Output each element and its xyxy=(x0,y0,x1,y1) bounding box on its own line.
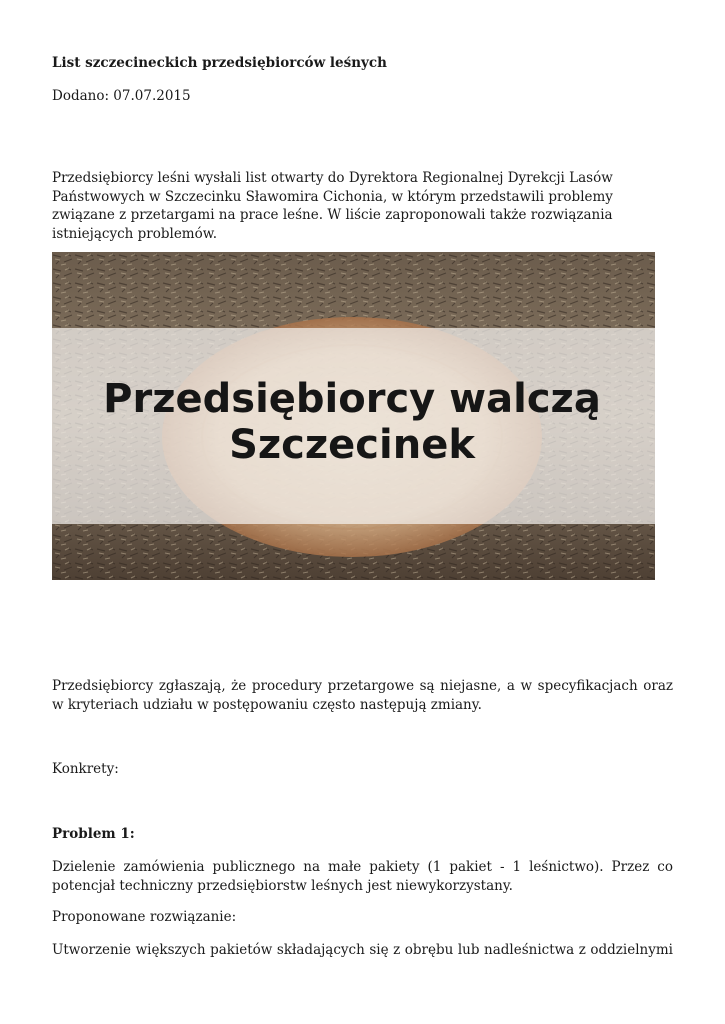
paragraph-procedures: Przedsiębiorcy zgłaszają, że procedury przetargowe są niejasne, a w specyfikacjach oraz w kryteriach udziału w postępowaniu często następują zmiany. xyxy=(52,678,673,713)
proposal-text: Utworzenie większych pakietów składających się z obrębu lub nadleśnictwa z oddzielnymi xyxy=(52,942,673,958)
konkrety-label: Konkrety: xyxy=(52,761,119,777)
lede-paragraph: Przedsiębiorcy leśni wysłali list otwarty do Dyrektora Regionalnej Dyrekcji Lasów Państwowych w Szczecinku Sławomira Cichonia, w którym przedstawili problemy związane z przetargami na prace leśne. W liście zaproponowali także rozwiązania istniejących problemów. xyxy=(52,170,613,242)
article-image xyxy=(52,252,655,580)
image-banner-line1: Przedsiębiorcy walczą xyxy=(103,376,601,422)
proposal-label: Proponowane rozwiązanie: xyxy=(52,909,237,925)
article-title: List szczecineckich przedsiębiorców leśnych xyxy=(52,55,387,71)
publish-date: Dodano: 07.07.2015 xyxy=(52,88,191,104)
problem-heading: Problem 1: xyxy=(52,826,135,842)
image-banner-line2: Szczecinek xyxy=(229,422,475,468)
problem-description: Dzielenie zamówienia publicznego na małe pakiety (1 pakiet - 1 leśnictwo). Przez co potencjał techniczny przedsiębiorstw leśnych jest niewykorzystany. xyxy=(52,859,673,894)
